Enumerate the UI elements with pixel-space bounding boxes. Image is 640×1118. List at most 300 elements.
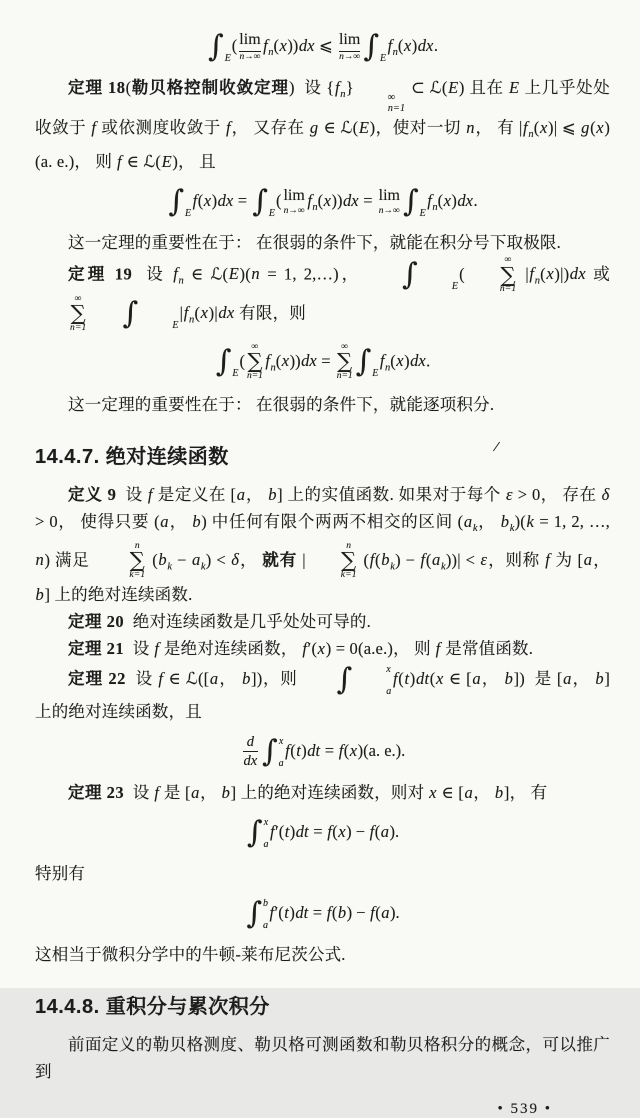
display-formula-fatou bbox=[35, 29, 610, 65]
math-text: ( bbox=[375, 550, 381, 570]
math-text: ， bbox=[473, 783, 495, 803]
math-variable: x bbox=[396, 351, 404, 371]
math-text: ]) 是 [ bbox=[513, 668, 563, 688]
math-text: = 1, 2,…)， bbox=[260, 264, 368, 284]
integral-limits bbox=[379, 29, 386, 65]
math-text: | bbox=[179, 303, 184, 323]
integral bbox=[363, 29, 386, 65]
math-variable: b bbox=[35, 584, 44, 604]
math-variable: f bbox=[269, 821, 275, 841]
paragraph-theorem-21 bbox=[35, 635, 610, 662]
math-text: ( bbox=[397, 35, 404, 55]
math-text: ⩽ bbox=[314, 35, 337, 55]
limit-word: lim bbox=[239, 31, 260, 51]
integral-upper-limit: x bbox=[278, 735, 284, 747]
math-text: ) bbox=[301, 740, 307, 760]
math-variable: dx bbox=[298, 35, 315, 55]
math-text: ，则称 bbox=[487, 550, 545, 570]
math-variable: a bbox=[381, 902, 390, 922]
math-text: = bbox=[309, 821, 327, 841]
math-variable: f bbox=[393, 668, 398, 688]
math-text: ( bbox=[374, 821, 381, 841]
math-text: 这相当于微积分学中的牛顿-莱布尼茨公式. bbox=[35, 945, 346, 965]
section-heading-14-4-8-text bbox=[35, 996, 270, 1018]
integral-sign: ∫ bbox=[246, 815, 263, 851]
math-text: ( bbox=[275, 190, 282, 210]
math-variable: a bbox=[463, 511, 473, 531]
math-text: − bbox=[172, 550, 192, 570]
summation-upper-limit: ∞ bbox=[74, 293, 82, 304]
math-text: 14.4.8. 重积分与累次积分 bbox=[35, 996, 270, 1019]
math-text: ( bbox=[273, 35, 279, 55]
math-variable: n bbox=[35, 550, 44, 570]
math-text: 设 bbox=[125, 668, 158, 688]
limit-word: lim bbox=[283, 187, 305, 205]
math-text: 是 [ bbox=[159, 783, 191, 803]
math-variable: E bbox=[448, 78, 459, 97]
math-text: ( bbox=[194, 303, 201, 323]
math-text: ( bbox=[332, 821, 338, 841]
math-text: ( bbox=[343, 740, 350, 760]
math-text: 是常值函数. bbox=[440, 638, 534, 658]
math-variable: dx bbox=[457, 190, 473, 210]
sigma-sign: ∑ bbox=[500, 262, 516, 287]
math-text: ] 上的绝对连续函数，则对 bbox=[230, 783, 429, 803]
math-text: 或依测度收敛于 bbox=[96, 118, 226, 137]
math-variable: b bbox=[595, 668, 604, 688]
math-text: ′( bbox=[274, 902, 284, 922]
math-text: 设 bbox=[116, 484, 148, 504]
math-text: ) − bbox=[346, 821, 370, 841]
summation-upper-limit: ∞ bbox=[251, 341, 259, 352]
summation bbox=[247, 343, 263, 382]
math-subscript: k bbox=[472, 522, 478, 534]
math-text: ( bbox=[239, 351, 245, 371]
math-variable: f bbox=[116, 152, 122, 171]
math-text: ) bbox=[404, 351, 410, 371]
math-variable: f bbox=[154, 783, 160, 803]
integral bbox=[403, 184, 426, 220]
math-variable: f bbox=[523, 118, 528, 137]
math-variable: x bbox=[429, 783, 437, 803]
limit-operator bbox=[239, 31, 260, 62]
math-text: 这一定理的重要性在于： 在很弱的条件下，就能在积分号下取极限. bbox=[68, 233, 561, 252]
math-variable: f bbox=[369, 821, 375, 841]
math-variable: x bbox=[323, 190, 331, 210]
math-variable: f bbox=[379, 351, 385, 371]
math-variable: dt bbox=[416, 668, 430, 688]
math-text: ) bbox=[451, 190, 457, 210]
math-text: ( bbox=[429, 668, 436, 688]
math-variable: E bbox=[358, 118, 370, 137]
summation-lower-limit: k=1 bbox=[129, 570, 146, 581]
paragraph-theorem-18 bbox=[35, 74, 610, 175]
math-text: ]， 有 bbox=[503, 783, 548, 803]
fraction-denominator: dx bbox=[243, 753, 258, 770]
bold-label: 定理 19 bbox=[68, 264, 133, 284]
math-text: ， bbox=[572, 668, 595, 688]
integral-limits bbox=[352, 662, 391, 698]
math-variable: t bbox=[284, 902, 289, 922]
math-variable: f bbox=[226, 118, 231, 137]
integral-sign: ∫ bbox=[261, 733, 278, 769]
math-text: ∈ ℒ( bbox=[183, 264, 229, 284]
math-variable: b bbox=[192, 511, 201, 531]
math-text: ( bbox=[125, 78, 132, 97]
integral-lower-limit: E bbox=[268, 208, 275, 219]
bold-label: 定理 23 bbox=[68, 783, 125, 803]
math-variable: f bbox=[91, 118, 97, 137]
integral-sign: ∫ bbox=[252, 184, 268, 219]
bold-label: 定理 22 bbox=[68, 668, 126, 688]
integral-lower-limit: a bbox=[263, 839, 269, 851]
limit-word: lim bbox=[378, 187, 400, 205]
math-supsub-stack bbox=[354, 93, 406, 114]
display-formula-theorem-18 bbox=[35, 184, 610, 220]
integral-upper-limit: b bbox=[263, 898, 269, 910]
summation-lower-limit: n=1 bbox=[336, 371, 353, 382]
math-text: 特别有 bbox=[35, 864, 86, 884]
math-text: )| bbox=[208, 303, 218, 323]
math-text: ( bbox=[590, 118, 596, 137]
math-text: ， bbox=[239, 550, 263, 570]
integral-lower-limit: a bbox=[263, 920, 269, 932]
math-text: = bbox=[233, 190, 252, 210]
math-variable: x bbox=[443, 190, 451, 210]
math-text: ( bbox=[290, 740, 296, 760]
integral bbox=[208, 29, 231, 65]
integral-sign: ∫ bbox=[402, 184, 419, 219]
math-text: )， 且 bbox=[172, 152, 216, 171]
math-text: ])，则 bbox=[251, 668, 303, 688]
math-text: ( bbox=[231, 35, 238, 55]
math-variable: dt bbox=[295, 821, 309, 841]
math-text: )(a. e.)， 则 bbox=[35, 118, 611, 171]
summation-upper-limit: ∞ bbox=[341, 341, 349, 352]
paragraph-theorem-23 bbox=[35, 779, 610, 806]
math-variable: x bbox=[546, 264, 554, 284]
integral-sign: ∫ bbox=[168, 184, 185, 219]
integral bbox=[246, 896, 268, 932]
math-variable: b bbox=[500, 511, 510, 531]
math-variable: t bbox=[284, 821, 290, 841]
math-text: 设 bbox=[124, 638, 154, 658]
math-text: ) bbox=[289, 902, 295, 922]
integral-sign: ∫ bbox=[402, 257, 418, 293]
math-text: )) bbox=[289, 351, 301, 371]
math-text: 这一定理的重要性在于： 在很弱的条件下，就能逐项积分. bbox=[68, 394, 495, 414]
math-text: ( bbox=[398, 668, 404, 688]
math-variable: f bbox=[183, 303, 189, 323]
paragraph-remark-theorem-19 bbox=[35, 391, 610, 418]
math-variable: ε bbox=[505, 484, 513, 504]
math-variable: f bbox=[263, 35, 268, 55]
limit-operator bbox=[379, 187, 400, 216]
math-text: ) − bbox=[346, 902, 370, 922]
math-variable: a bbox=[209, 668, 219, 688]
math-variable: f bbox=[545, 550, 551, 570]
math-variable: x bbox=[279, 35, 287, 55]
display-formula-newton-leibniz bbox=[35, 896, 610, 932]
math-variable: ε bbox=[480, 550, 488, 570]
integral-lower-limit: E bbox=[185, 208, 192, 219]
math-text: ). bbox=[389, 902, 400, 922]
integral-sign: ∫ bbox=[336, 661, 353, 697]
math-variable: a bbox=[472, 668, 481, 688]
math-text: ) 设 { bbox=[289, 78, 335, 97]
integral-upper-limit: x bbox=[263, 817, 269, 829]
paragraph-14-4-8-intro bbox=[35, 1031, 610, 1085]
summation-lower-limit: n=1 bbox=[246, 371, 263, 382]
math-text: 设 bbox=[132, 264, 173, 284]
integral bbox=[168, 184, 191, 220]
math-text: )) bbox=[287, 35, 299, 55]
math-text: ( bbox=[358, 550, 370, 570]
math-variable: x bbox=[435, 668, 444, 688]
limit-word: lim bbox=[339, 31, 360, 51]
paragraph-remark-theorem-18 bbox=[35, 229, 610, 256]
summation bbox=[308, 542, 357, 581]
math-text: ( bbox=[275, 351, 282, 371]
math-text: ( bbox=[197, 190, 204, 210]
bold-label: 定理 21 bbox=[68, 638, 125, 658]
math-subscript: n bbox=[432, 201, 438, 213]
sigma-sign: ∑ bbox=[247, 349, 263, 374]
math-text: ] 上的绝对连续函数，且 bbox=[35, 668, 615, 721]
math-subscript: n bbox=[178, 275, 184, 287]
math-text: 绝对连续函数是几乎处处可导的. bbox=[124, 611, 371, 631]
math-variable: dt bbox=[307, 740, 321, 760]
summation-upper-limit: n bbox=[134, 540, 140, 551]
math-variable: f bbox=[302, 638, 308, 658]
integral-lower-limit: E bbox=[451, 281, 459, 293]
integral-sign: ∫ bbox=[363, 29, 379, 64]
math-variable: x bbox=[281, 351, 290, 371]
integral-limits bbox=[268, 184, 275, 220]
math-text: ). bbox=[389, 821, 400, 841]
integral-lower-limit: E bbox=[172, 320, 179, 332]
math-text: > 0， 存在 bbox=[513, 484, 602, 504]
math-text: 14.4.7. 绝对连续函数 bbox=[35, 445, 229, 468]
math-subscript: k bbox=[390, 561, 396, 573]
math-variable: f bbox=[192, 190, 198, 210]
math-variable: f bbox=[326, 902, 332, 922]
math-text: )) bbox=[331, 190, 343, 210]
math-variable: x bbox=[349, 740, 358, 760]
limit-operator bbox=[283, 187, 304, 216]
math-subscript: k bbox=[440, 561, 446, 573]
limit-subscript: n→∞ bbox=[239, 51, 261, 62]
math-text: . bbox=[433, 35, 438, 55]
math-variable: f bbox=[370, 902, 375, 922]
integral bbox=[356, 344, 379, 380]
math-variable: b bbox=[242, 668, 251, 688]
math-text: ， bbox=[245, 484, 268, 504]
math-text: ( bbox=[331, 902, 338, 922]
math-text: ′( bbox=[275, 821, 285, 841]
sigma-sign: ∑ bbox=[341, 548, 357, 573]
math-variable: f bbox=[369, 550, 375, 570]
math-variable: f bbox=[154, 638, 160, 658]
limit-operator bbox=[339, 31, 360, 62]
math-text: > 0， 使得只要 ( bbox=[35, 484, 615, 531]
math-text: 设 bbox=[124, 783, 154, 803]
math-variable: f bbox=[529, 264, 535, 284]
math-text: ) 且在 bbox=[458, 78, 509, 97]
integral-limits bbox=[418, 257, 458, 293]
math-superscript: ∞ bbox=[387, 92, 396, 103]
math-variable: b bbox=[337, 902, 347, 922]
math-variable: n bbox=[251, 264, 260, 284]
math-variable: x bbox=[403, 35, 412, 55]
math-variable: b bbox=[221, 783, 231, 803]
math-subscript: n bbox=[534, 275, 541, 287]
math-variable: f bbox=[173, 264, 179, 284]
bold-label: 勒贝格控制收敛定理 bbox=[131, 78, 290, 97]
math-text: 为 [ bbox=[550, 550, 584, 570]
display-formula-theorem-19 bbox=[35, 343, 610, 382]
integral-lower-limit: E bbox=[224, 53, 231, 64]
integral-lower-limit: E bbox=[379, 53, 387, 64]
math-text: 上几乎处处收敛于 bbox=[35, 78, 611, 137]
integral-lower-limit: E bbox=[419, 208, 426, 219]
summation bbox=[96, 542, 145, 581]
math-subscript: n bbox=[188, 314, 195, 326]
math-subscript: k bbox=[167, 561, 173, 573]
math-subscript: n bbox=[528, 129, 534, 140]
bold-label: 定理 20 bbox=[68, 611, 125, 631]
math-text: ) < bbox=[205, 550, 231, 570]
math-variable: a bbox=[191, 550, 201, 570]
math-text: 前面定义的勒贝格测度、勒贝格可测函数和勒贝格积分的概念，可以推广到 bbox=[35, 1035, 610, 1082]
section-heading-14-4-7-text bbox=[35, 446, 229, 468]
display-formula-theorem-23 bbox=[35, 815, 610, 851]
math-variable: f bbox=[269, 902, 275, 922]
math-variable: x bbox=[200, 303, 209, 323]
integral-sign: ∫ bbox=[215, 344, 232, 380]
math-text: = bbox=[320, 740, 339, 760]
math-variable: a bbox=[464, 783, 473, 803]
math-variable: E bbox=[228, 264, 239, 284]
scan-artifact-mark bbox=[493, 442, 500, 452]
math-text: = 1, 2, …, bbox=[534, 511, 615, 531]
math-variable: f bbox=[338, 740, 344, 760]
math-variable: x bbox=[203, 190, 212, 210]
paragraph-newton-remark bbox=[35, 941, 610, 968]
math-text: 是定义在 [ bbox=[153, 484, 237, 504]
math-variable: f bbox=[327, 821, 332, 841]
math-variable: b bbox=[268, 484, 277, 504]
math-variable: a bbox=[160, 511, 169, 531]
math-text: )( bbox=[239, 264, 251, 284]
math-text: ∈ [ bbox=[443, 668, 472, 688]
math-variable: g bbox=[581, 118, 590, 137]
integral-limits bbox=[262, 896, 268, 932]
math-variable: dx bbox=[301, 351, 317, 371]
math-variable: f bbox=[147, 484, 153, 504]
math-variable: t bbox=[404, 668, 410, 688]
math-text: ， 有 | bbox=[475, 118, 523, 137]
math-text: . bbox=[426, 351, 431, 371]
math-variable: E bbox=[509, 78, 520, 97]
integral-lower-limit: E bbox=[372, 368, 379, 380]
math-text: ( bbox=[437, 190, 444, 210]
limit-subscript: n→∞ bbox=[378, 205, 400, 216]
math-text: 或 bbox=[586, 264, 615, 284]
math-text: ⊂ ℒ( bbox=[406, 78, 448, 97]
math-variable: f bbox=[387, 35, 393, 55]
math-text: 有限，则 bbox=[234, 303, 306, 323]
math-text: ( bbox=[533, 118, 540, 137]
math-variable: k bbox=[526, 511, 535, 531]
math-text: ( bbox=[375, 902, 381, 922]
math-text: ′( bbox=[307, 638, 318, 658]
limit-subscript: n→∞ bbox=[283, 205, 305, 216]
math-variable: dx bbox=[410, 351, 426, 371]
limit-subscript: n→∞ bbox=[339, 51, 361, 62]
fraction bbox=[243, 734, 258, 770]
math-text: . bbox=[473, 190, 478, 210]
math-text: 是绝对连续函数， bbox=[159, 638, 302, 658]
math-variable: f bbox=[427, 190, 432, 210]
integral bbox=[369, 257, 458, 293]
integral-sign: ∫ bbox=[122, 296, 139, 332]
math-variable: dx bbox=[218, 303, 235, 323]
summation-lower-limit: k=1 bbox=[340, 570, 357, 581]
math-variable: x bbox=[317, 638, 326, 658]
math-variable: f bbox=[435, 638, 441, 658]
paragraph-definition-9 bbox=[35, 481, 615, 608]
integral bbox=[247, 815, 269, 851]
integral-lower-limit: a bbox=[278, 757, 284, 769]
page-number: • 539 • bbox=[497, 1101, 552, 1118]
math-text: ) 满足 bbox=[44, 550, 95, 570]
math-variable: b bbox=[504, 668, 514, 688]
math-text: )| ⩽ bbox=[548, 118, 581, 137]
math-text: ) bbox=[211, 190, 218, 210]
math-subscript: n bbox=[270, 362, 276, 374]
math-text: ( bbox=[425, 550, 432, 570]
math-subscript: n=1 bbox=[387, 102, 406, 114]
math-text: ， bbox=[200, 783, 222, 803]
math-variable: a bbox=[191, 783, 200, 803]
bold-label: 就有 bbox=[262, 550, 298, 570]
integral-upper-limit: x bbox=[386, 663, 391, 675]
math-variable: f bbox=[420, 550, 426, 570]
integral-limits bbox=[262, 815, 268, 851]
section-heading-14-4-8 bbox=[35, 990, 610, 1019]
math-variable: a bbox=[380, 821, 390, 841]
math-variable: b bbox=[494, 783, 504, 803]
math-text: )(a. e.). bbox=[357, 740, 406, 760]
math-text: | bbox=[518, 264, 529, 284]
math-subscript: n bbox=[384, 362, 391, 374]
summation-lower-limit: n=1 bbox=[499, 284, 517, 295]
summation bbox=[37, 295, 87, 334]
math-variable: g bbox=[309, 118, 319, 137]
section-heading-14-4-7 bbox=[35, 440, 610, 469]
integral-limits bbox=[371, 344, 378, 380]
math-text: ( bbox=[390, 351, 396, 371]
display-formula-derivative bbox=[35, 734, 610, 770]
sigma-sign: ∑ bbox=[70, 301, 86, 326]
integral bbox=[252, 184, 275, 220]
integral-sign: ∫ bbox=[355, 344, 372, 380]
math-variable: a bbox=[583, 550, 593, 570]
math-variable: f bbox=[285, 740, 290, 760]
math-text: ∈ [ bbox=[437, 783, 464, 803]
math-variable: a bbox=[236, 484, 246, 504]
